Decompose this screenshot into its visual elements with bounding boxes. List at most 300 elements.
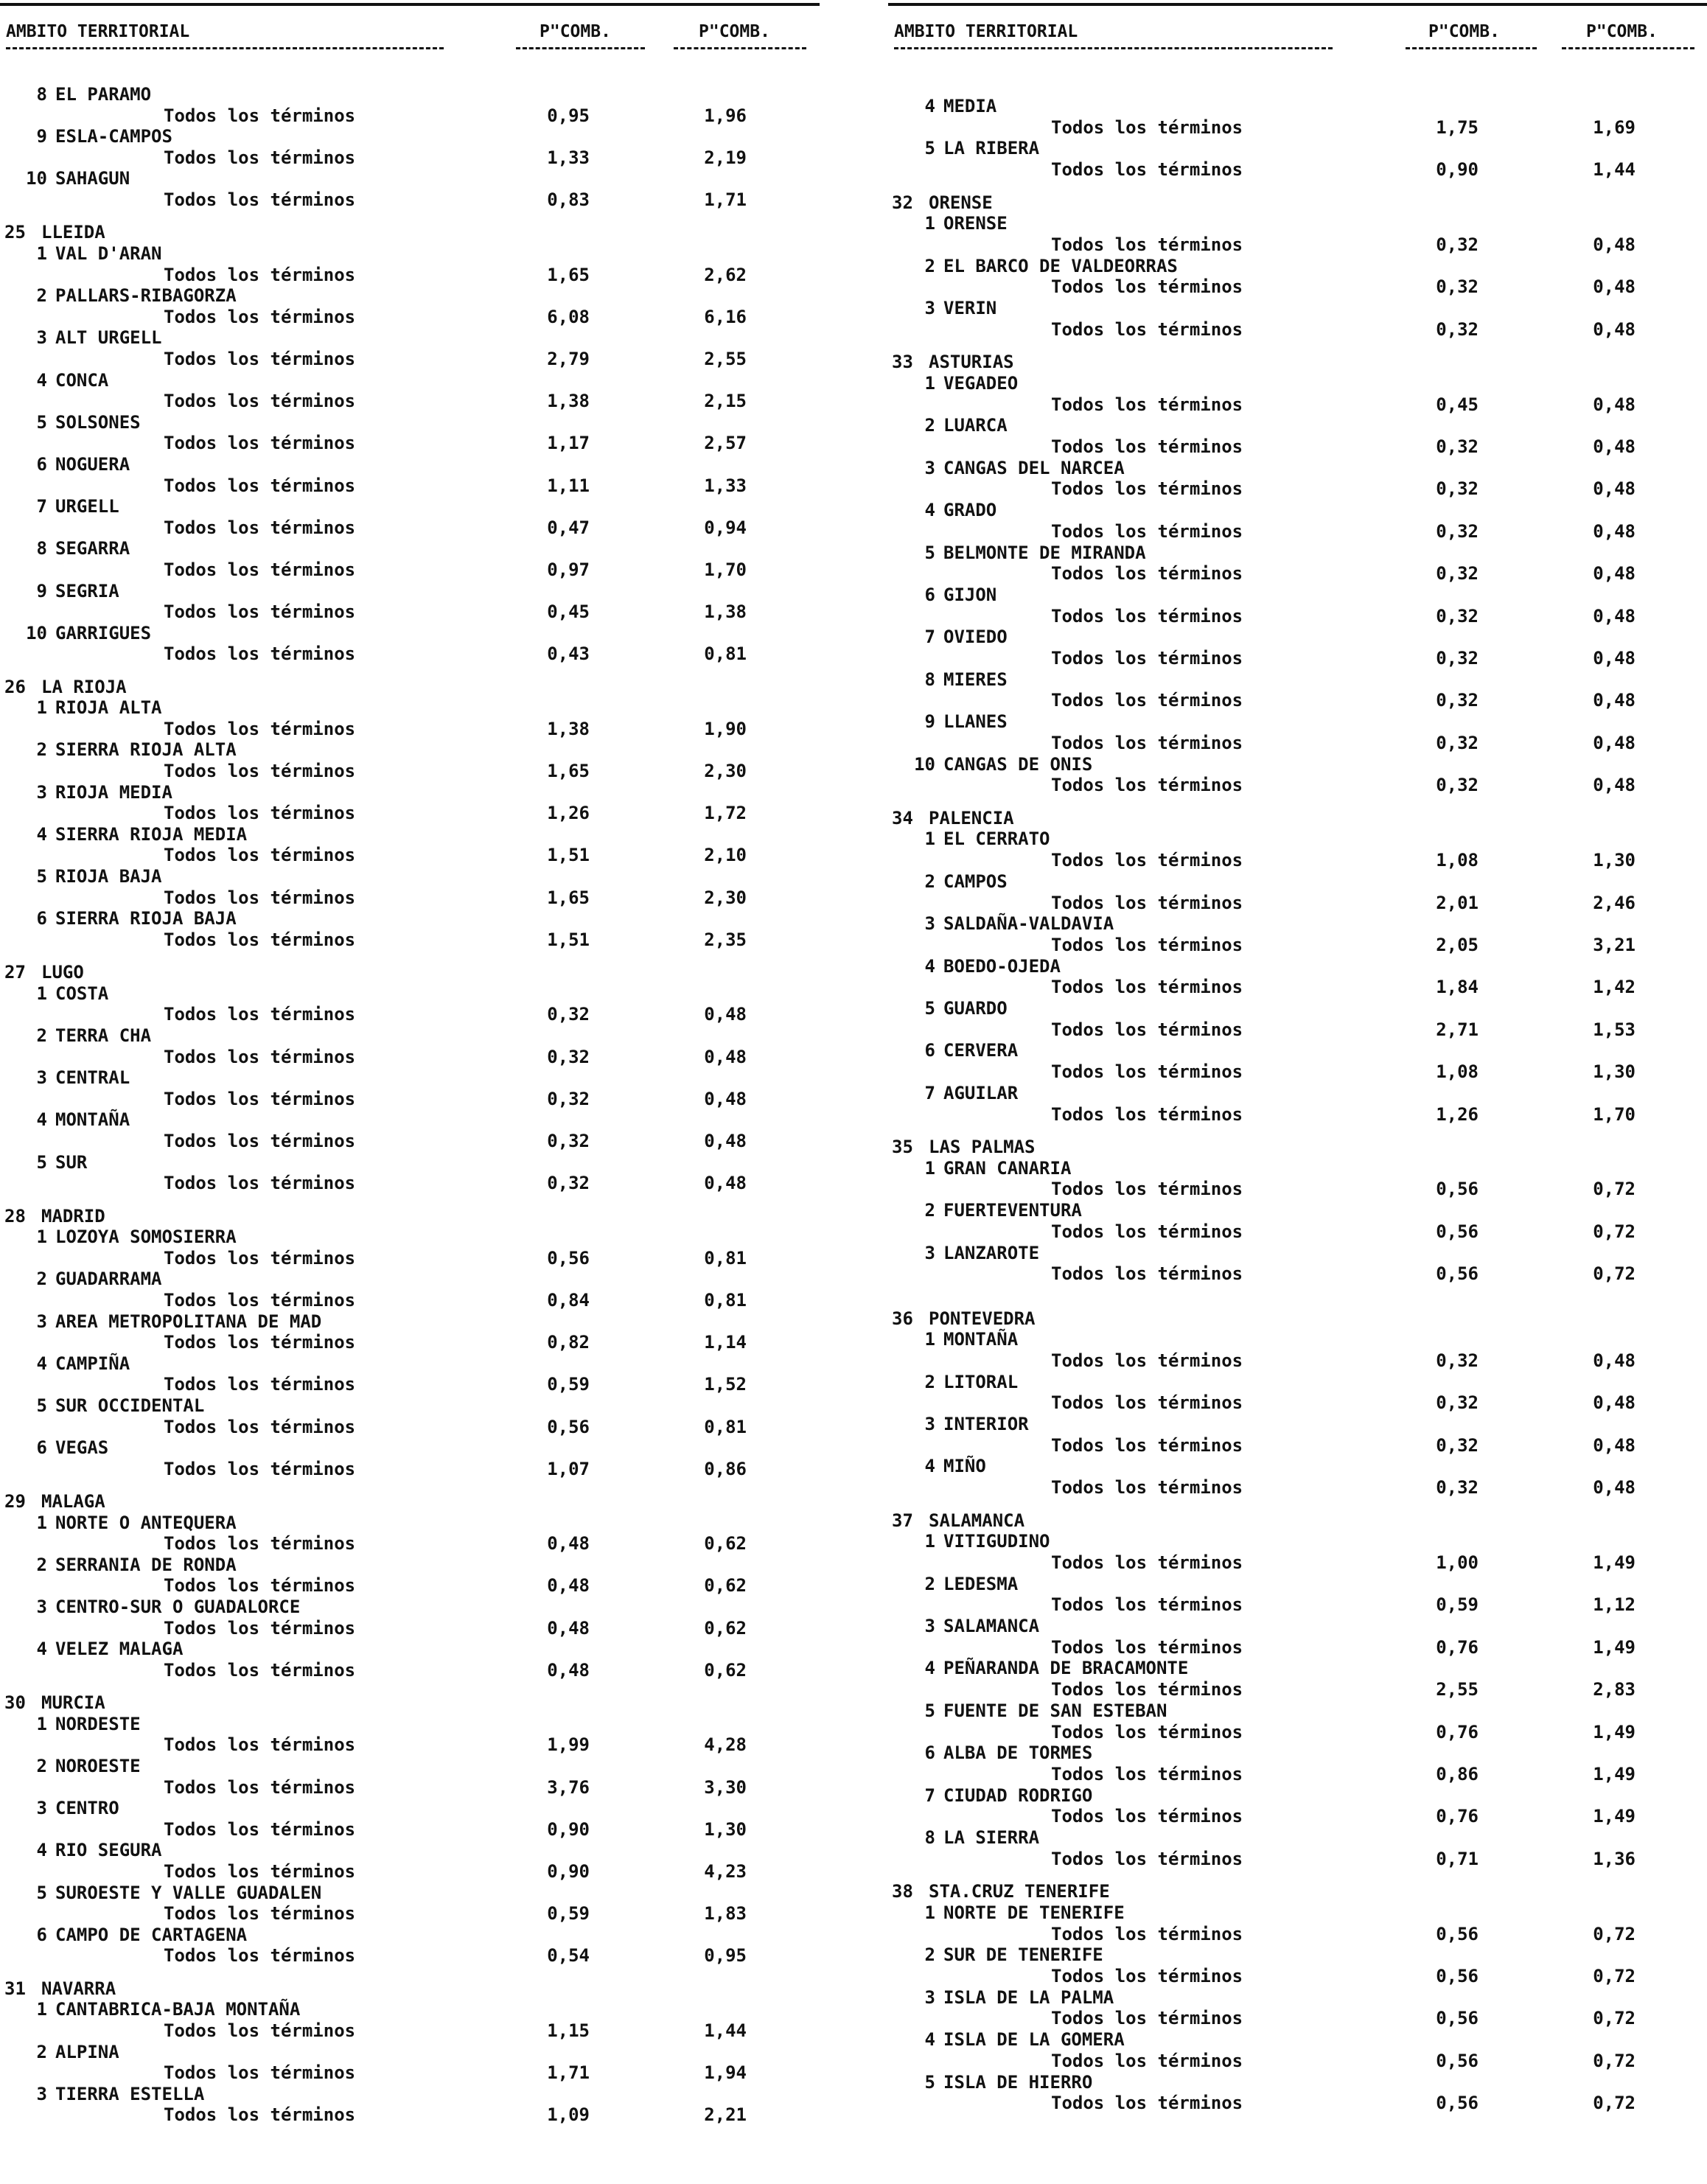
value-pcomb-1: 0,32 — [547, 1004, 590, 1025]
province-name: PALENCIA — [929, 808, 1014, 828]
value-pcomb-1: 2,01 — [1436, 893, 1479, 913]
province-name: PONTEVEDRA — [929, 1308, 1036, 1329]
district-heading — [888, 1742, 1707, 1765]
row-label: Todos los términos — [164, 1173, 356, 1193]
value-pcomb-1: 0,32 — [547, 1173, 590, 1193]
district-heading — [888, 2029, 1707, 2051]
value-pcomb-1: 0,32 — [1436, 690, 1479, 711]
value-pcomb-1: 0,48 — [547, 1618, 590, 1639]
district-code: 4 — [924, 96, 935, 116]
district-code: 9 — [36, 581, 47, 601]
district-code: 1 — [924, 828, 935, 849]
province-name: LLEIDA — [41, 222, 105, 243]
value-row — [0, 1459, 820, 1481]
row-label: Todos los términos — [164, 803, 356, 823]
province-heading — [888, 808, 1707, 830]
value-pcomb-1: 0,32 — [1436, 521, 1479, 542]
value-pcomb-1: 0,32 — [1436, 733, 1479, 753]
row-label: Todos los términos — [164, 601, 356, 622]
district-name: GUADARRAMA — [55, 1269, 162, 1289]
district-heading — [0, 1353, 820, 1375]
province-heading — [888, 1308, 1707, 1330]
value-row — [0, 1248, 820, 1270]
value-row — [0, 105, 820, 128]
value-pcomb-2: 0,72 — [1593, 1221, 1636, 1242]
district-heading — [888, 1574, 1707, 1596]
row-label: Todos los términos — [164, 1861, 356, 1882]
value-row — [888, 117, 1707, 139]
value-pcomb-2: 0,72 — [1593, 1966, 1636, 1986]
district-code: 4 — [924, 2029, 935, 2050]
row-label: Todos los términos — [1051, 1435, 1243, 1456]
value-pcomb-2: 0,62 — [704, 1660, 747, 1681]
district-heading — [888, 2072, 1707, 2094]
value-pcomb-1: 0,59 — [547, 1903, 590, 1924]
district-name: GARRIGUES — [55, 623, 152, 643]
value-row — [0, 845, 820, 867]
district-name: LLANES — [943, 711, 1008, 732]
district-heading — [0, 1227, 820, 1249]
district-code: 6 — [36, 454, 47, 475]
district-name: SAHAGUN — [55, 168, 130, 189]
value-pcomb-2: 1,33 — [704, 475, 747, 496]
district-code: 2 — [924, 871, 935, 892]
value-row — [0, 1131, 820, 1153]
value-pcomb-1: 0,48 — [547, 1533, 590, 1554]
district-heading — [0, 697, 820, 719]
district-name: TIERRA ESTELLA — [55, 2084, 205, 2104]
value-pcomb-2: 1,96 — [704, 105, 747, 126]
value-pcomb-2: 0,48 — [1593, 1350, 1636, 1371]
value-row — [0, 761, 820, 783]
value-pcomb-1: 0,90 — [1436, 159, 1479, 180]
district-code: 5 — [924, 542, 935, 563]
province-code: 34 — [892, 808, 913, 828]
district-code: 8 — [924, 669, 935, 690]
district-heading — [888, 1372, 1707, 1394]
province-name: LAS PALMAS — [929, 1137, 1036, 1157]
value-pcomb-2: 1,49 — [1593, 1722, 1636, 1742]
district-name: CANGAS DEL NARCEA — [943, 458, 1125, 478]
row-label: Todos los términos — [1051, 319, 1243, 340]
district-heading — [888, 1902, 1707, 1925]
value-pcomb-2: 0,48 — [1593, 478, 1636, 499]
value-pcomb-1: 1,26 — [547, 803, 590, 823]
district-name: GIJON — [943, 585, 997, 605]
district-heading — [888, 1987, 1707, 2009]
district-heading — [0, 1840, 820, 1862]
district-name: MONTAÑA — [943, 1329, 1019, 1350]
value-pcomb-2: 0,81 — [704, 1248, 747, 1269]
header-pcomb-2: P"COMB. — [1586, 22, 1658, 41]
row-label: Todos los términos — [164, 845, 356, 865]
value-row — [888, 1924, 1707, 1946]
value-pcomb-1: 0,32 — [1436, 648, 1479, 669]
row-label: Todos los términos — [164, 929, 356, 950]
value-row — [0, 803, 820, 825]
value-pcomb-2: 0,81 — [704, 1290, 747, 1311]
value-pcomb-1: 0,45 — [547, 601, 590, 622]
value-pcomb-2: 0,81 — [704, 1417, 747, 1437]
district-name: SIERRA RIOJA MEDIA — [55, 824, 248, 845]
value-row — [0, 391, 820, 413]
header-pcomb-1: P"COMB. — [540, 22, 611, 41]
value-pcomb-1: 0,86 — [1436, 1764, 1479, 1784]
district-code: 10 — [914, 754, 935, 775]
district-heading — [0, 1999, 820, 2021]
value-pcomb-1: 1,65 — [547, 761, 590, 781]
row-label: Todos los términos — [1051, 1179, 1243, 1199]
value-row — [0, 1533, 820, 1555]
row-label: Todos los términos — [164, 265, 356, 285]
district-name: CONCA — [55, 370, 109, 391]
district-heading — [0, 2084, 820, 2106]
row-label: Todos los términos — [1051, 1679, 1243, 1700]
row-label: Todos los términos — [164, 719, 356, 739]
district-name: NORDESTE — [55, 1714, 141, 1734]
district-heading — [888, 138, 1707, 160]
value-row — [0, 1089, 820, 1111]
value-row — [888, 1435, 1707, 1457]
province-name: LUGO — [41, 962, 84, 983]
row-label: Todos los términos — [1051, 775, 1243, 795]
value-pcomb-2: 0,48 — [1593, 319, 1636, 340]
row-label: Todos los términos — [1051, 2051, 1243, 2071]
value-pcomb-1: 1,17 — [547, 433, 590, 453]
district-name: EL BARCO DE VALDEORRAS — [943, 256, 1178, 276]
district-name: CAMPIÑA — [55, 1353, 130, 1374]
province-name: MURCIA — [41, 1692, 105, 1713]
district-code: 2 — [924, 415, 935, 436]
province-heading — [0, 1978, 820, 2000]
row-label: Todos los términos — [1051, 733, 1243, 753]
district-name: SUR OCCIDENTAL — [55, 1395, 205, 1416]
row-label: Todos los términos — [1051, 1350, 1243, 1371]
province-code: 36 — [892, 1308, 913, 1329]
row-label: Todos los términos — [164, 887, 356, 908]
row-label: Todos los términos — [1051, 977, 1243, 997]
value-pcomb-1: 0,56 — [547, 1248, 590, 1269]
district-name: EL PARAMO — [55, 84, 152, 105]
district-heading — [0, 2042, 820, 2064]
row-label: Todos los términos — [1051, 478, 1243, 499]
row-label: Todos los términos — [1051, 1392, 1243, 1413]
value-pcomb-2: 1,94 — [704, 2062, 747, 2083]
province-heading — [0, 222, 820, 244]
value-pcomb-2: 2,15 — [704, 391, 747, 411]
value-pcomb-2: 0,48 — [704, 1131, 747, 1151]
district-name: VITIGUDINO — [943, 1531, 1050, 1552]
district-heading — [888, 754, 1707, 776]
district-name: LA RIBERA — [943, 138, 1040, 158]
value-pcomb-2: 0,48 — [1593, 563, 1636, 584]
value-row — [888, 478, 1707, 500]
value-pcomb-2: 1,36 — [1593, 1849, 1636, 1869]
province-code: 27 — [4, 962, 26, 983]
row-label: Todos los términos — [1051, 521, 1243, 542]
row-label: Todos los términos — [164, 1290, 356, 1311]
row-label: Todos los términos — [164, 1131, 356, 1151]
value-pcomb-2: 2,10 — [704, 845, 747, 865]
value-row — [0, 1819, 820, 1841]
district-code: 7 — [924, 1785, 935, 1806]
value-pcomb-1: 0,32 — [1436, 1477, 1479, 1498]
row-label: Todos los términos — [1051, 394, 1243, 415]
value-row — [888, 1350, 1707, 1372]
value-pcomb-1: 1,15 — [547, 2020, 590, 2041]
province-heading — [888, 1137, 1707, 1159]
district-name: FUENTE DE SAN ESTEBAN — [943, 1700, 1167, 1721]
district-heading — [0, 1925, 820, 1947]
value-pcomb-2: 0,72 — [1593, 2008, 1636, 2028]
row-label: Todos los términos — [164, 1374, 356, 1395]
value-row — [0, 719, 820, 741]
province-name: ORENSE — [929, 192, 993, 213]
district-name: COSTA — [55, 983, 109, 1004]
value-pcomb-2: 1,30 — [704, 1819, 747, 1840]
district-name: RIOJA BAJA — [55, 866, 162, 887]
row-label: Todos los términos — [1051, 159, 1243, 180]
value-pcomb-2: 0,48 — [1593, 521, 1636, 542]
value-pcomb-1: 0,45 — [1436, 394, 1479, 415]
value-pcomb-1: 0,56 — [1436, 1221, 1479, 1242]
row-label: Todos los términos — [164, 105, 356, 126]
district-heading — [888, 96, 1707, 118]
value-pcomb-2: 0,62 — [704, 1618, 747, 1639]
value-pcomb-2: 2,83 — [1593, 1679, 1636, 1700]
province-code: 33 — [892, 352, 913, 372]
value-pcomb-2: 0,48 — [704, 1089, 747, 1109]
district-code: 4 — [36, 370, 47, 391]
district-code: 4 — [36, 1109, 47, 1130]
value-pcomb-1: 1,33 — [547, 147, 590, 168]
value-row — [888, 436, 1707, 458]
district-name: LANZAROTE — [943, 1243, 1040, 1263]
value-row — [0, 307, 820, 329]
district-name: CAMPOS — [943, 871, 1008, 892]
header-dash-pcomb-1 — [1406, 47, 1537, 49]
district-heading — [0, 243, 820, 265]
district-name: VELEZ MALAGA — [55, 1639, 184, 1659]
district-heading — [0, 1798, 820, 1820]
value-pcomb-2: 0,95 — [704, 1945, 747, 1966]
district-heading — [888, 913, 1707, 935]
row-label: Todos los términos — [164, 147, 356, 168]
value-pcomb-2: 1,53 — [1593, 1019, 1636, 1040]
value-pcomb-1: 0,83 — [547, 189, 590, 210]
district-heading — [888, 627, 1707, 649]
value-pcomb-1: 0,32 — [1436, 478, 1479, 499]
district-heading — [888, 585, 1707, 607]
value-pcomb-1: 0,32 — [1436, 276, 1479, 297]
value-pcomb-2: 0,48 — [704, 1004, 747, 1025]
row-label: Todos los términos — [1051, 893, 1243, 913]
value-row — [888, 690, 1707, 712]
value-row — [0, 189, 820, 212]
district-name: LOZOYA SOMOSIERRA — [55, 1227, 237, 1247]
district-name: SEGRIA — [55, 581, 119, 601]
value-pcomb-1: 1,99 — [547, 1734, 590, 1755]
district-heading — [888, 373, 1707, 395]
district-heading — [888, 998, 1707, 1020]
district-code: 1 — [36, 983, 47, 1004]
value-pcomb-1: 0,54 — [547, 1945, 590, 1966]
value-pcomb-2: 0,48 — [1593, 234, 1636, 255]
district-code: 8 — [924, 1827, 935, 1848]
row-label: Todos los términos — [164, 433, 356, 453]
province-heading — [0, 1692, 820, 1714]
value-row — [888, 563, 1707, 585]
row-label: Todos los términos — [1051, 2008, 1243, 2028]
value-pcomb-1: 1,65 — [547, 265, 590, 285]
value-pcomb-1: 0,32 — [547, 1089, 590, 1109]
value-row — [0, 929, 820, 952]
value-row — [0, 1903, 820, 1925]
value-pcomb-1: 2,05 — [1436, 935, 1479, 955]
value-pcomb-1: 1,08 — [1436, 1061, 1479, 1082]
row-label: Todos los términos — [1051, 1263, 1243, 1284]
value-pcomb-1: 1,71 — [547, 2062, 590, 2083]
district-heading — [888, 1785, 1707, 1807]
value-pcomb-2: 2,30 — [704, 761, 747, 781]
district-heading — [888, 1040, 1707, 1062]
value-pcomb-1: 1,51 — [547, 845, 590, 865]
value-row — [0, 265, 820, 287]
district-code: 3 — [36, 2084, 47, 2104]
district-name: VEGADEO — [943, 373, 1019, 394]
district-name: MONTAÑA — [55, 1109, 130, 1130]
district-name: SUROESTE Y VALLE GUADALEN — [55, 1883, 322, 1903]
value-row — [0, 433, 820, 455]
district-heading — [888, 1531, 1707, 1553]
value-pcomb-1: 0,95 — [547, 105, 590, 126]
district-code: 2 — [36, 285, 47, 306]
top-rule — [888, 3, 1707, 6]
district-code: 4 — [36, 1639, 47, 1659]
value-row — [888, 1477, 1707, 1499]
district-code: 5 — [36, 1395, 47, 1416]
value-pcomb-2: 4,28 — [704, 1734, 747, 1755]
value-pcomb-1: 3,76 — [547, 1777, 590, 1798]
value-row — [0, 1734, 820, 1756]
district-code: 2 — [36, 1756, 47, 1776]
district-name: NOROESTE — [55, 1756, 141, 1776]
district-heading — [0, 1067, 820, 1089]
header-dash-ambito — [894, 47, 1333, 49]
value-row — [888, 850, 1707, 872]
value-pcomb-2: 0,72 — [1593, 1924, 1636, 1944]
value-pcomb-2: 2,30 — [704, 887, 747, 908]
district-heading — [888, 298, 1707, 320]
value-row — [888, 1764, 1707, 1786]
row-label: Todos los términos — [1051, 1924, 1243, 1944]
district-code: 4 — [924, 500, 935, 520]
district-heading — [888, 1200, 1707, 1222]
value-pcomb-1: 0,48 — [547, 1575, 590, 1596]
row-label: Todos los términos — [164, 2104, 356, 2125]
header-pcomb-1: P"COMB. — [1428, 22, 1500, 41]
district-code: 2 — [924, 1944, 935, 1965]
district-name: CENTRO — [55, 1798, 119, 1818]
district-name: VEGAS — [55, 1437, 109, 1458]
district-heading — [888, 1658, 1707, 1680]
district-code: 4 — [36, 824, 47, 845]
province-heading — [888, 352, 1707, 374]
district-heading — [0, 908, 820, 930]
row-label: Todos los términos — [164, 1417, 356, 1437]
value-row — [0, 147, 820, 170]
district-heading — [888, 1083, 1707, 1105]
value-pcomb-2: 0,48 — [704, 1173, 747, 1193]
province-name: ASTURIAS — [929, 352, 1014, 372]
row-label: Todos los términos — [164, 391, 356, 411]
value-row — [0, 349, 820, 371]
province-code: 35 — [892, 1137, 913, 1157]
district-code: 1 — [924, 1158, 935, 1179]
district-name: VERIN — [943, 298, 997, 318]
district-heading — [0, 370, 820, 392]
district-heading — [888, 956, 1707, 978]
district-name: GUARDO — [943, 998, 1008, 1019]
value-row — [888, 1637, 1707, 1659]
row-label: Todos los términos — [164, 1332, 356, 1353]
district-name: SEGARRA — [55, 538, 130, 559]
district-code: 3 — [924, 1243, 935, 1263]
district-name: AGUILAR — [943, 1083, 1019, 1103]
row-label: Todos los términos — [164, 2062, 356, 2083]
value-pcomb-2: 2,46 — [1593, 893, 1636, 913]
value-row — [0, 1777, 820, 1799]
district-code: 6 — [924, 585, 935, 605]
value-pcomb-2: 0,62 — [704, 1533, 747, 1554]
header-ambito: AMBITO TERRITORIAL — [894, 22, 1078, 41]
header-dash-pcomb-1 — [516, 47, 645, 49]
right-column — [888, 0, 1707, 2184]
value-pcomb-2: 1,90 — [704, 719, 747, 739]
province-code: 26 — [4, 677, 26, 697]
value-pcomb-1: 0,48 — [547, 1660, 590, 1681]
row-label: Todos los términos — [164, 1618, 356, 1639]
district-name: SERRANIA DE RONDA — [55, 1555, 237, 1575]
district-heading — [0, 285, 820, 307]
district-heading — [888, 1456, 1707, 1478]
value-pcomb-1: 0,84 — [547, 1290, 590, 1311]
district-code: 3 — [36, 1067, 47, 1088]
value-pcomb-2: 0,48 — [1593, 1477, 1636, 1498]
value-row — [888, 276, 1707, 299]
district-name: TERRA CHA — [55, 1025, 152, 1046]
header-pcomb-2: P"COMB. — [699, 22, 770, 41]
district-code: 3 — [36, 1798, 47, 1818]
province-heading — [0, 1491, 820, 1513]
value-pcomb-1: 0,76 — [1436, 1806, 1479, 1827]
district-code: 2 — [924, 256, 935, 276]
value-row — [0, 1374, 820, 1396]
district-name: FUERTEVENTURA — [943, 1200, 1082, 1221]
province-heading — [888, 1881, 1707, 1903]
value-pcomb-1: 2,71 — [1436, 1019, 1479, 1040]
district-code: 3 — [36, 1311, 47, 1332]
value-row — [888, 935, 1707, 957]
district-heading — [0, 1109, 820, 1131]
district-name: CERVERA — [943, 1040, 1019, 1061]
value-pcomb-2: 0,48 — [1593, 276, 1636, 297]
district-heading — [888, 1827, 1707, 1849]
value-pcomb-2: 0,48 — [1593, 606, 1636, 627]
header-dash-ambito — [6, 47, 444, 49]
district-name: SIERRA RIOJA ALTA — [55, 739, 237, 760]
district-code: 1 — [36, 1714, 47, 1734]
